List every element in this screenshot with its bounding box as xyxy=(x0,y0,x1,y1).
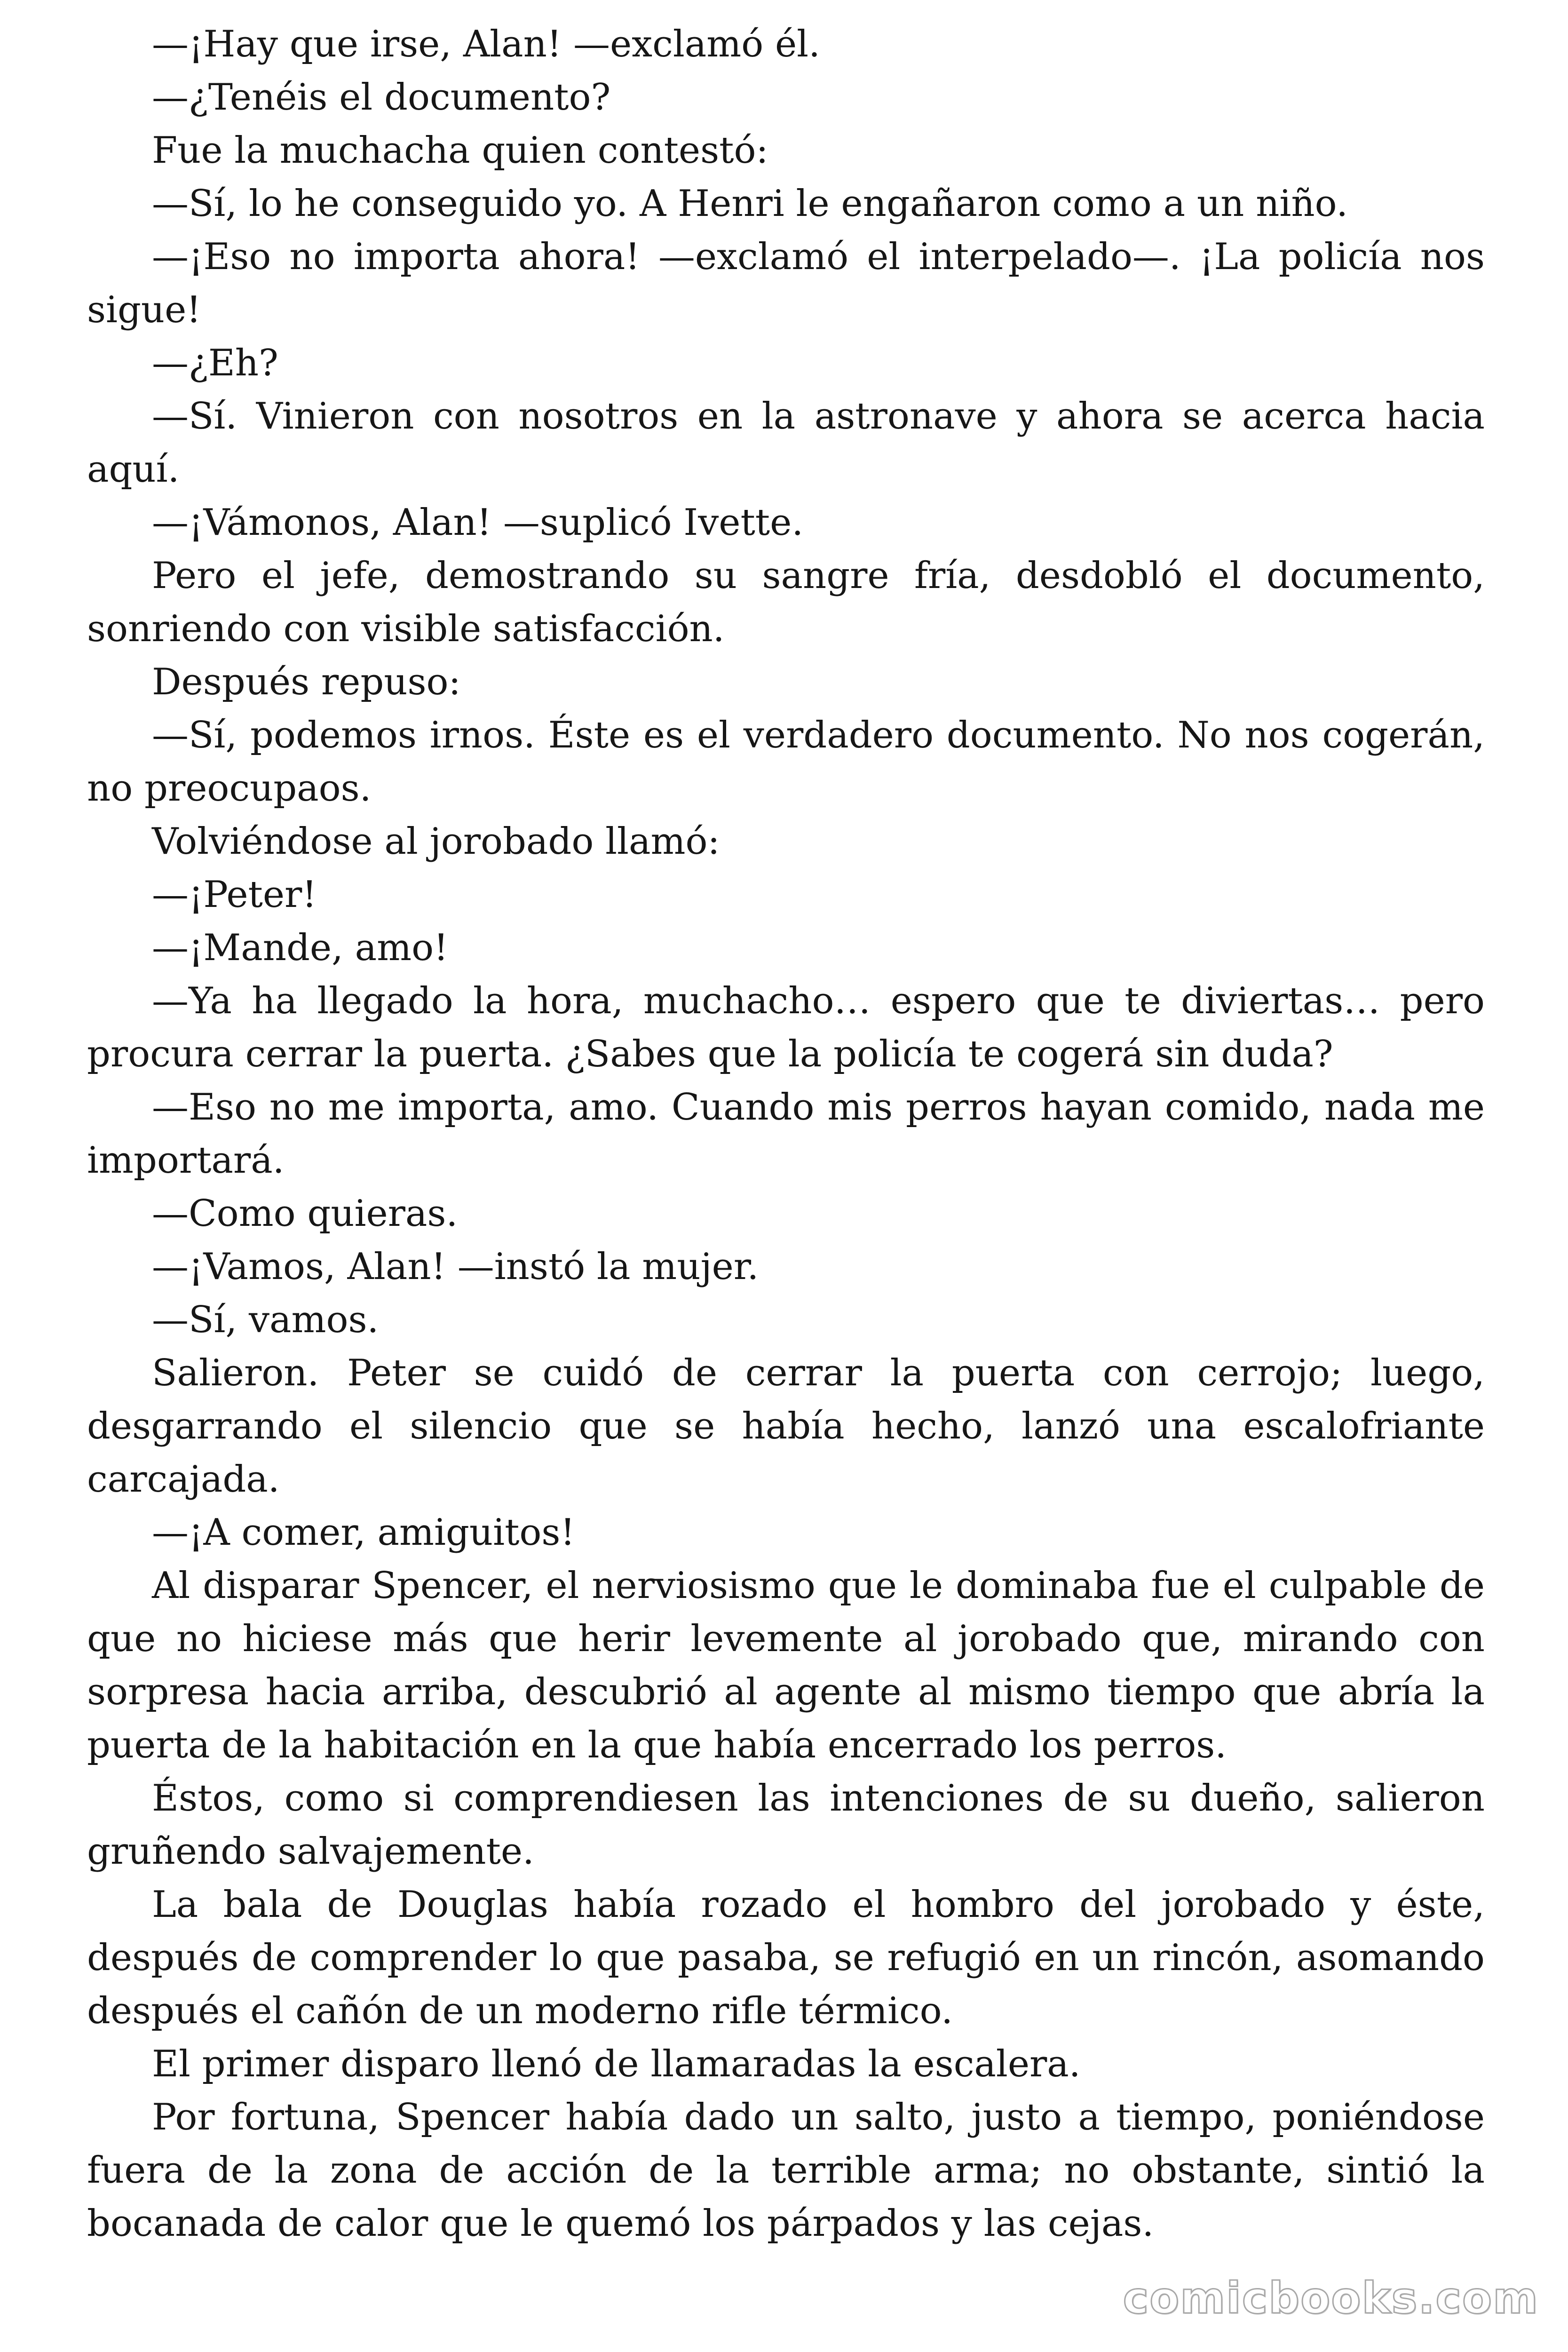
paragraph: —Sí, podemos irnos. Éste es el verdadero documento. No nos cogerán, no preocupaos. xyxy=(87,714,1485,810)
paragraph: Volviéndose al jorobado llamó: xyxy=(152,820,720,863)
paragraph: La bala de Douglas había rozado el hombro del jorobado y éste, después de comprender lo que pasaba, se refugió en un rincón, asomando después el cañón de un moderno rifle térmico. xyxy=(87,1883,1485,2032)
paragraph: —¡Hay que irse, Alan! —exclamó él. xyxy=(152,23,820,65)
paragraph: —¿Tenéis el documento? xyxy=(152,76,611,119)
book-page-text xyxy=(87,18,1485,2250)
paragraph: —Eso no me importa, amo. Cuando mis perros hayan comido, nada me importará. xyxy=(87,1086,1485,1182)
paragraph: Pero el jefe, demostrando su sangre fría, desdobló el documento, sonriendo con visible satisfacción. xyxy=(87,555,1485,650)
paragraph: Fue la muchacha quien contestó: xyxy=(152,129,768,172)
paragraph: —¿Eh? xyxy=(152,342,278,384)
paragraph: —Sí, lo he conseguido yo. A Henri le engañaron como a un niño. xyxy=(152,183,1348,225)
paragraph: —¡Vamos, Alan! —instó la mujer. xyxy=(152,1246,759,1288)
paragraph: —Sí, vamos. xyxy=(152,1299,379,1341)
paragraph: —¡Mande, amo! xyxy=(152,927,449,969)
paragraph: Salieron. Peter se cuidó de cerrar la puerta con cerrojo; luego, desgarrando el silencio que se había hecho, lanzó una escalofriante carcajada. xyxy=(87,1352,1485,1501)
paragraph: —Ya ha llegado la hora, muchacho… espero que te diviertas… pero procura cerrar la puerta. ¿Sabes que la policía te cogerá sin duda? xyxy=(87,980,1485,1075)
paragraph: Éstos, como si comprendiesen las intenciones de su dueño, salieron gruñendo salvajemente. xyxy=(87,1777,1485,1873)
paragraph: —¡Peter! xyxy=(152,874,317,916)
paragraph: —Como quieras. xyxy=(152,1192,458,1235)
paragraph: El primer disparo llenó de llamaradas la escalera. xyxy=(152,2043,1081,2085)
paragraph: —¡Vámonos, Alan! —suplicó Ivette. xyxy=(152,501,804,544)
paragraph: —Sí. Vinieron con nosotros en la astronave y ahora se acerca hacia aquí. xyxy=(87,395,1485,491)
paragraph: Por fortuna, Spencer había dado un salto, justo a tiempo, poniéndose fuera de la zona de acción de la terrible arma; no obstante, sintió la bocanada de calor que le quemó los párpados y las cejas. xyxy=(87,2096,1485,2245)
paragraph: Después repuso: xyxy=(152,661,461,703)
paragraph: —¡Eso no importa ahora! —exclamó el interpelado—. ¡La policía nos sigue! xyxy=(87,236,1485,331)
watermark: comicbooks.com xyxy=(1123,2273,1539,2323)
paragraph: —¡A comer, amiguitos! xyxy=(152,1511,575,1554)
paragraph: Al disparar Spencer, el nerviosismo que le dominaba fue el culpable de que no hiciese más que herir levemente al jorobado que, mirando con sorpresa hacia arriba, descubrió al agente al mismo tiempo que abría la puerta de la habitación en la que había encerrado los perros. xyxy=(87,1565,1485,1766)
